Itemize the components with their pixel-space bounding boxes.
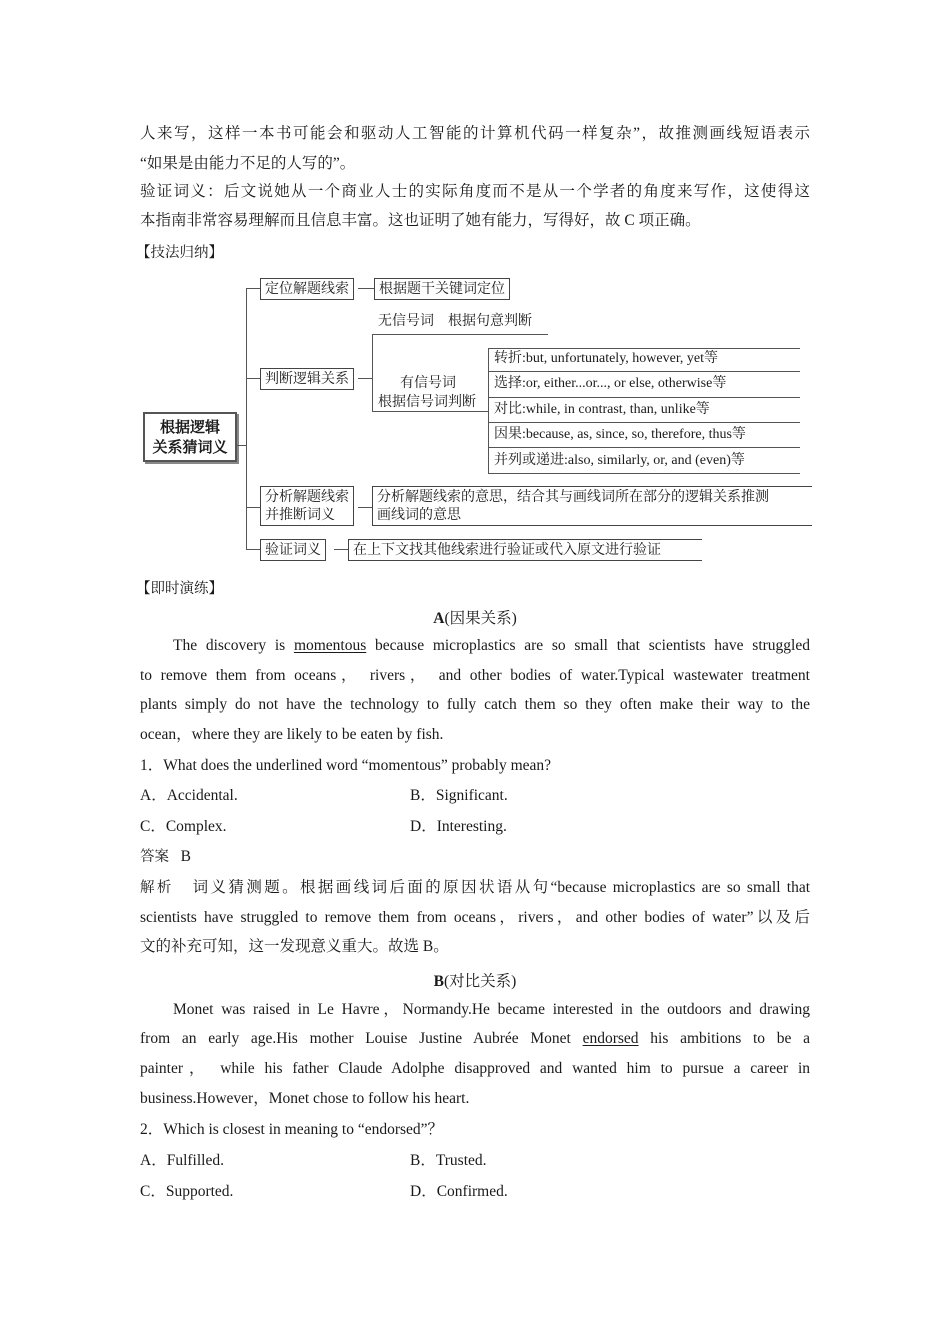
option-d: D．Interesting. [410,818,507,835]
diagram-root-line: 关系猜词义 [152,438,228,456]
part-b-paragraph-line [140,1028,810,1050]
option-b: B．Significant. [410,787,508,804]
diagram-branch-line: 并推断词义 [265,507,335,523]
diagram-signal-line: 有信号词 [400,375,456,391]
intro-line: “如果是由能力不足的人写的”。 [140,155,356,172]
part-b-paragraph-line: Monet was raised in Le Havre，Normandy.He became interested in the outdoors and drawing [173,1001,810,1018]
option-a: A．Fulfilled. [140,1152,224,1169]
intro-line: 人来写，这样一本书可能会和驱动人工智能的计算机代码一样复杂”，故推测画线短语表示 [140,125,810,142]
option-c: C．Supported. [140,1183,234,1200]
diagram-no-signal: 无信号词 根据句意判断 [378,313,532,329]
part-b-type: (对比关系) [444,973,517,990]
answer-label: 答案 [140,849,169,865]
section-heading-summary: 【技法归纳】 [136,245,223,261]
option-a: A．Accidental. [140,787,238,804]
option-c: C．Complex. [140,818,227,835]
text-run: from an early age.His mother Louise Justine Aubrée Monet [140,1030,583,1047]
part-a-type: (因果关系) [444,610,517,627]
text-run: his ambitions to be a [638,1030,811,1047]
question-2: 2．Which is closest in meaning to “endorsed”？ [140,1121,444,1138]
diagram-detail-analyze [372,486,812,526]
part-a-letter: A [433,610,445,627]
part-a-paragraph-line [140,635,810,657]
diagram-branch-line: 分析解题线索 [265,489,349,505]
logic-diagram [140,270,820,570]
intro-line: 本指南非常容易理解而且信息丰富。这也证明了她有能力，写得好，故 C 项正确。 [140,212,701,229]
underlined-word: momentous [293,637,367,654]
answer-row [140,846,191,868]
analysis-text: 词义猜测题。根据画线词后面的原因状语从句“because microplastics are so small that [192,879,811,896]
part-b-paragraph-line: painter， while his father Claude Adolphe disapproved and wanted him to pursue a career in [140,1060,810,1077]
analysis-line: 文的补充可知，这一发现意义重大。故选 B。 [140,938,449,955]
diagram-branch-locate: 定位解题线索 [260,278,354,300]
diagram-signal-contrast: 对比:while, in contrast, than, unlike等 [494,402,710,417]
diagram-detail-line: 分析解题线索的意思，结合其与画线词所在部分的逻辑关系推测 [377,489,769,505]
option-d: D．Confirmed. [410,1183,508,1200]
text-run: The discovery is [173,637,294,654]
diagram-signal-line: 根据信号词判断 [378,394,476,410]
part-a-title [140,606,810,628]
diagram-signal-cause: 因果:because, as, since, so, therefore, thus等 [494,427,746,442]
diagram-detail-locate: 根据题干关键词定位 [374,278,510,300]
diagram-detail-verify: 在上下文找其他线索进行验证或代入原文进行验证 [348,539,702,561]
diagram-branch-verify: 验证词义 [260,539,326,561]
analysis-line [140,877,810,899]
answer-value: B [180,848,191,865]
diagram-branch-analyze [260,486,354,526]
diagram-signal-choice: 选择:or, either...or..., or else, otherwise等 [494,376,727,391]
diagram-root [143,412,237,462]
question-1: 1．What does the underlined word “momentous” probably mean? [140,757,552,774]
diagram-signal-parallel: 并列或递进:also, similarly, or, and (even)等 [494,453,745,468]
section-heading-practice: 【即时演练】 [136,581,223,597]
part-a-paragraph-line: ocean，where they are likely to be eaten by fish. [140,726,444,743]
text-run: because microplastics are so small that scientists have struggled [366,637,810,654]
underlined-word: endorsed [582,1030,639,1047]
part-a-paragraph-line: to remove them from oceans， rivers， and other bodies of water.Typical wastewater treatment [140,667,810,684]
analysis-line: scientists have struggled to remove them from oceans，rivers，and other bodies of water”以及后 [140,909,810,926]
part-b-paragraph-line: business.However，Monet chose to follow his heart. [140,1090,470,1107]
part-b-letter: B [433,973,444,990]
analysis-label: 解析 [140,880,174,896]
option-b: B．Trusted. [410,1152,487,1169]
part-a-paragraph-line: plants simply do not have the technology to fully catch them so they often make their way to the [140,696,810,713]
diagram-root-line: 根据逻辑 [159,418,220,436]
part-b-title [140,969,810,991]
diagram-branch-judge: 判断逻辑关系 [260,368,354,390]
diagram-signal-transition: 转折:but, unfortunately, however, yet等 [494,351,719,366]
intro-line: 验证词义：后文说她从一个商业人士的实际角度而不是从一个学者的角度来写作，这使得这 [140,183,810,200]
diagram-detail-line: 画线词的意思 [377,507,461,523]
